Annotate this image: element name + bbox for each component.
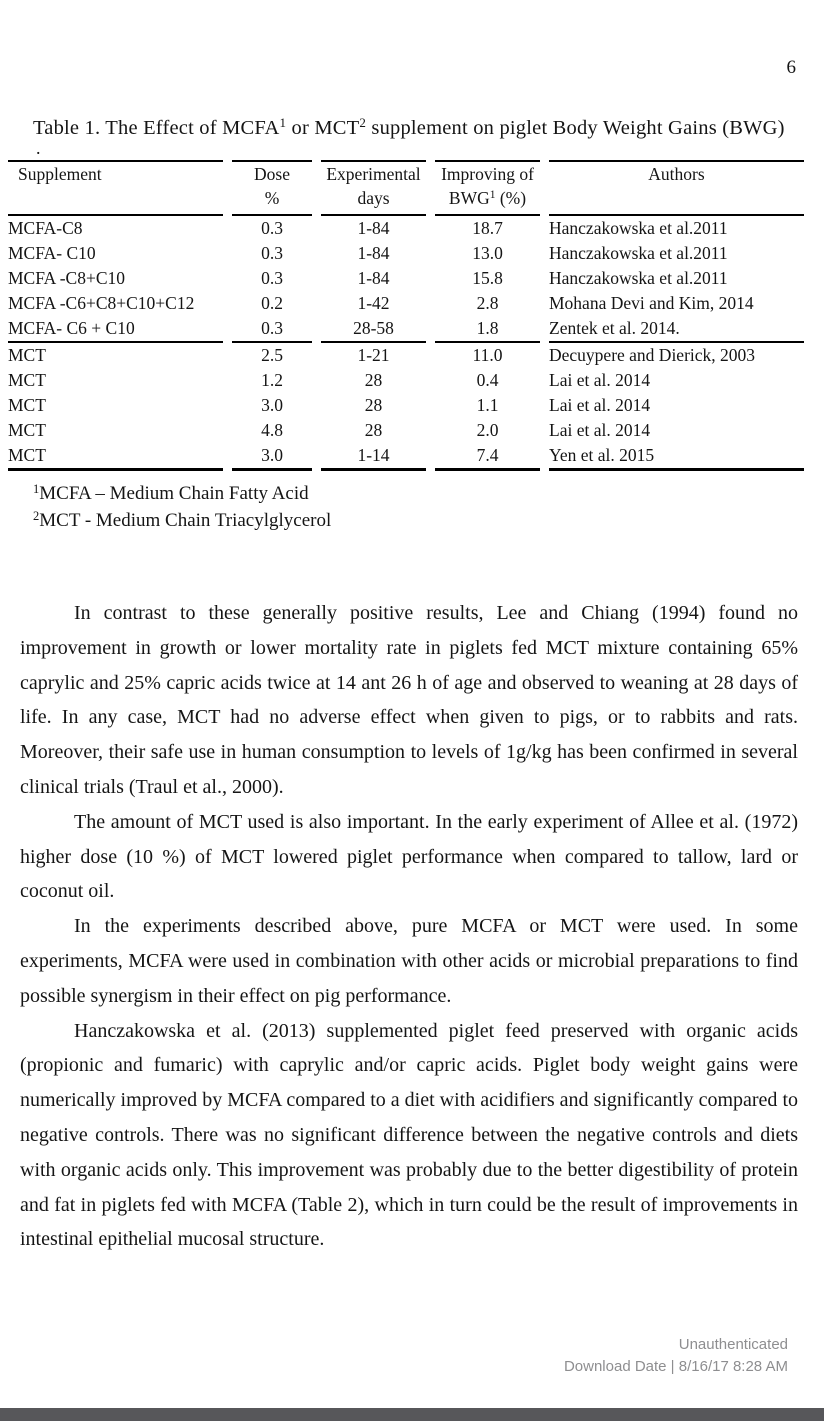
bwg-cell: 11.0 [435, 341, 540, 368]
header-line: Dose [254, 164, 290, 184]
table-row [8, 291, 804, 316]
supplement-cell: MCT [8, 370, 46, 390]
bwg-cell: 18.7 [472, 218, 503, 238]
unauthenticated-label: Unauthenticated [678, 1336, 788, 1353]
table-row [8, 443, 804, 471]
authors-cell: Hanczakowska et al.2011 [549, 268, 728, 288]
footnote-marker: 1 [33, 482, 40, 496]
table-row [8, 393, 804, 418]
days-cell: 1-14 [321, 443, 426, 471]
body-paragraph: In the experiments described above, pure MCFA or MCT were used. In some experiments, MCFA were used in combination with other acids or microbial preparations to find possible synergism in their effect on pig performance. [20, 915, 798, 1007]
dose-cell: 0.3 [261, 268, 283, 288]
days-cell: 28 [364, 370, 383, 390]
dose-cell: 0.3 [261, 318, 283, 338]
table-caption-text: supplement on piglet Body Weight Gains (BWG) [366, 117, 785, 139]
days-cell: 1-84 [357, 218, 390, 238]
footnote-text: MCFA – Medium Chain Fatty Acid [39, 483, 309, 504]
footnote-ref-1: 1 [489, 189, 496, 201]
supplement-cell: MCFA -C8+C10 [8, 268, 126, 288]
bwg-cell: 1.8 [476, 318, 499, 338]
days-cell: 28 [364, 420, 383, 440]
footnote [33, 508, 331, 535]
dose-cell: 4.8 [261, 420, 283, 440]
days-cell: 1-84 [357, 243, 390, 263]
header-line: days [357, 188, 390, 208]
authors-cell: Hanczakowska et al.2011 [549, 218, 728, 238]
mct-rows-group [8, 341, 804, 471]
authors-cell: Hanczakowska et al.2011 [549, 243, 728, 263]
bwg-cell: 2.8 [476, 293, 499, 313]
days-cell: 1-84 [357, 268, 390, 288]
bwg-cell: 1.1 [476, 395, 499, 415]
table-caption-text: or MCT [286, 117, 360, 139]
authors-cell: Decuypere and Dierick, 2003 [549, 341, 804, 368]
download-stamp [564, 1334, 788, 1378]
col-header-dose [232, 160, 312, 216]
supplement-cell: MCT [8, 341, 223, 368]
days-cell: 1-42 [357, 293, 390, 313]
header-text: (%) [495, 188, 527, 208]
dose-cell: 0.2 [261, 293, 283, 313]
days-cell: 28-58 [353, 318, 394, 338]
supplement-cell: MCT [8, 443, 223, 471]
dose-cell: 2.5 [232, 341, 312, 368]
col-header-improving-bwg [435, 160, 540, 216]
days-cell: 28 [364, 395, 383, 415]
authors-cell: Lai et al. 2014 [549, 420, 651, 440]
col-header-authors [549, 160, 804, 216]
dose-cell: 3.0 [232, 443, 312, 471]
stray-period: . [36, 138, 41, 158]
table-caption-text: Table 1. The Effect of MCFA [33, 117, 280, 139]
bwg-table-container [8, 160, 820, 471]
header-text: BWG [448, 188, 490, 208]
mcfa-rows-group [8, 216, 804, 341]
authors-cell: Mohana Devi and Kim, 2014 [549, 293, 754, 313]
header-line [435, 186, 540, 213]
bwg-cell: 13.0 [472, 243, 503, 263]
footnote [33, 481, 331, 508]
header-line: Experimental [326, 164, 421, 184]
days-cell: 1-21 [321, 341, 426, 368]
dose-cell: 3.0 [261, 395, 283, 415]
supplement-cell: MCT [8, 395, 46, 415]
table-row [8, 341, 804, 368]
dose-cell: 0.3 [261, 243, 283, 263]
bwg-table [0, 160, 813, 471]
header-line: Authors [648, 164, 705, 184]
table-row [8, 266, 804, 291]
body-text [20, 596, 798, 1257]
footnote-ref-1: 1 [279, 115, 287, 130]
col-header-supplement [8, 160, 223, 216]
dose-cell: 1.2 [261, 370, 283, 390]
authors-cell: Zentek et al. 2014. [549, 318, 680, 338]
footnote-ref-2: 2 [359, 115, 367, 130]
supplement-cell: MCFA- C10 [8, 243, 96, 263]
supplement-cell: MCFA-C8 [8, 218, 83, 238]
body-paragraph: The amount of MCT used is also important. In the early experiment of Allee et al. (1972) higher dose (10 %) of MCT lowered piglet performance when compared to tallow, lard or coconut oil. [20, 810, 798, 903]
download-date-label: Download Date | 8/16/17 8:28 AM [563, 1358, 788, 1375]
authors-cell: Lai et al. 2014 [549, 370, 651, 390]
footnote-text: MCT - Medium Chain Triacylglycerol [39, 510, 332, 531]
authors-cell: Yen et al. 2015 [549, 443, 804, 471]
supplement-cell: MCFA- C6 + C10 [8, 318, 135, 338]
bottom-bar [0, 1408, 824, 1421]
footnote-marker: 2 [33, 509, 40, 523]
col-header-experimental-days [321, 160, 426, 216]
authors-cell: Lai et al. 2014 [549, 395, 651, 415]
header-line: Supplement [18, 164, 102, 184]
page-number: 6 [786, 57, 796, 78]
dose-cell: 0.3 [261, 218, 283, 238]
supplement-cell: MCFA -C6+C8+C10+C12 [8, 293, 195, 313]
table-row [8, 418, 804, 443]
body-paragraph: In contrast to these generally positive results, Lee and Chiang (1994) found no improvement in growth or lower mortality rate in piglets fed MCT mixture containing 65% caprylic and 25% capric acids twice at 14 ant 26 h of age and observed to weaning at 28 days of life. In any case, MCT had no adverse effect when given to pigs, or to rabbits and rats. Moreover, their safe use in human consumption to levels of 1g/kg has been confirmed in several clinical trials (Traul et al., 2000). [20, 602, 798, 798]
table-row [8, 316, 804, 341]
header-row [8, 160, 804, 216]
supplement-cell: MCT [8, 420, 46, 440]
bwg-cell: 15.8 [472, 268, 503, 288]
table-row [8, 216, 804, 241]
table-row [8, 368, 804, 393]
table-caption [33, 117, 785, 140]
body-paragraph: Hanczakowska et al. (2013) supplemented piglet feed preserved with organic acids (propionic and fumaric) with caprylic and/or capric acids. Piglet body weight gains were numerically improved by MCFA compared to a diet with acidifiers and significantly compared to negative controls. There was no significant difference between the negative controls and diets with organic acids only. This improvement was probably due to the better digestibility of protein and fat in piglets fed with MCFA (Table 2), which in turn could be the result of improvements in intestinal epithelial mucosal structure. [20, 1019, 798, 1251]
bwg-cell: 7.4 [435, 443, 540, 471]
bwg-cell: 0.4 [476, 370, 499, 390]
table-footnotes [33, 481, 331, 535]
table-row [8, 241, 804, 266]
header-line: Improving of [441, 164, 534, 184]
bwg-cell: 2.0 [476, 420, 499, 440]
table-header [8, 160, 804, 216]
header-line: % [264, 188, 280, 208]
